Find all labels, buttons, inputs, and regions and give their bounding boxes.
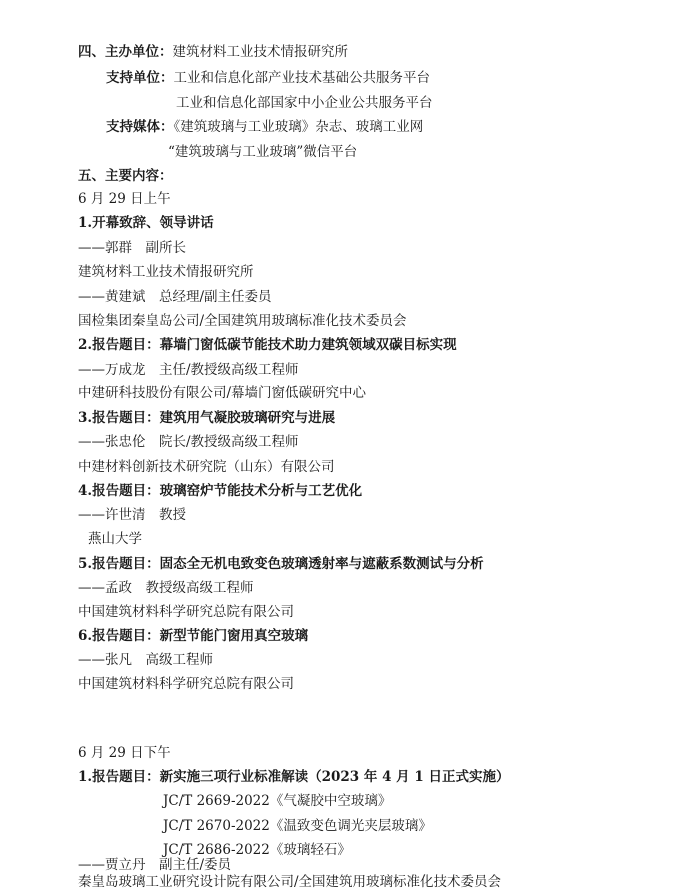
item-4-org: 燕山大学 [88, 531, 142, 547]
item-1-org-1: 建筑材料工业技术情报研究所 [78, 264, 254, 280]
standard-2: JC/T 2670-2022《温致变色调光夹层玻璃》 [163, 818, 432, 834]
item-5-topic: 固态全无机电致变色玻璃透射率与遮蔽系数测试与分析 [159, 556, 484, 572]
item-5-org: 中国建筑材料科学研究总院有限公司 [78, 604, 294, 620]
item-2-topic: 幕墙门窗低碳节能技术助力建筑领域双碳目标实现 [159, 337, 457, 353]
support-unit-1: 工业和信息化部产业技术基础公共服务平台 [173, 70, 430, 86]
afternoon-item-1-org: 秦皇岛玻璃工业研究设计院有限公司/全国建筑用玻璃标准化技术委员会 [78, 874, 502, 890]
item-1-title: 1.开幕致辞、领导讲话 [78, 215, 214, 231]
support-units-row-1 [106, 69, 430, 87]
support-media-1: 《建筑玻璃与工业玻璃》杂志、玻璃工业网 [173, 119, 424, 135]
item-3-speaker: ——张忠伦 院长/教授级高级工程师 [78, 434, 299, 450]
item-6-topic: 新型节能门窗用真空玻璃 [159, 628, 309, 644]
item-1-speaker-2: ——黄建斌 总经理/副主任委员 [78, 289, 272, 305]
standard-3: JC/T 2686-2022《玻璃轻石》 [163, 842, 351, 858]
section5-heading: 五、主要内容： [78, 168, 173, 184]
item-2-title [78, 336, 457, 354]
item-6-speaker: ——张凡 高级工程师 [78, 652, 213, 668]
item-2-org: 中建研科技股份有限公司/幕墙门窗低碳研究中心 [78, 385, 367, 401]
support-media-row-1 [106, 118, 423, 136]
item-4-speaker: ——许世清 教授 [78, 507, 186, 523]
support-unit-2: 工业和信息化部国家中小企业公共服务平台 [176, 95, 433, 111]
item-2-speaker: ——万成龙 主任/教授级高级工程师 [78, 362, 299, 378]
support-media-label: 支持媒体： [106, 119, 174, 135]
morning-date: 6 月 29 日上午 [78, 191, 171, 207]
item-3-org: 中建材料创新技术研究院（山东）有限公司 [78, 459, 335, 475]
afternoon-item-1-title [78, 768, 509, 786]
standard-1: JC/T 2669-2022《气凝胶中空玻璃》 [163, 793, 392, 809]
item-6-org: 中国建筑材料科学研究总院有限公司 [78, 676, 294, 692]
item-4-topic: 玻璃窑炉节能技术分析与工艺优化 [159, 483, 363, 499]
item-6-label: 6.报告题目： [78, 628, 160, 644]
item-6-title [78, 627, 308, 645]
item-4-title [78, 482, 362, 500]
item-1-org-2: 国检集团秦皇岛公司/全国建筑用玻璃标准化技术委员会 [78, 313, 407, 329]
afternoon-date: 6 月 29 日下午 [78, 745, 171, 761]
support-units-label: 支持单位： [106, 70, 174, 86]
item-1-speaker-1: ——郭群 副所长 [78, 240, 186, 256]
item-2-label: 2.报告题目： [78, 337, 160, 353]
item-5-title [78, 555, 484, 573]
item-3-title [78, 409, 335, 427]
afternoon-item-1-topic: 新实施三项行业标准解读（2023 年 4 月 1 日正式实施） [159, 769, 510, 785]
organizer-name: 建筑材料工业技术情报研究所 [172, 44, 348, 60]
item-3-label: 3.报告题目： [78, 410, 160, 426]
item-4-label: 4.报告题目： [78, 483, 160, 499]
section4-heading [78, 43, 348, 61]
support-media-2: “建筑玻璃与工业玻璃”微信平台 [168, 144, 358, 160]
item-5-label: 5.报告题目： [78, 556, 160, 572]
item-3-topic: 建筑用气凝胶玻璃研究与进展 [159, 410, 336, 426]
afternoon-item-1-speaker: ——贾立丹 副主任/委员 [78, 857, 232, 873]
section4-heading-label: 四、主办单位： [78, 44, 173, 60]
item-5-speaker: ——孟政 教授级高级工程师 [78, 580, 254, 596]
afternoon-item-1-label: 1.报告题目： [78, 769, 160, 785]
